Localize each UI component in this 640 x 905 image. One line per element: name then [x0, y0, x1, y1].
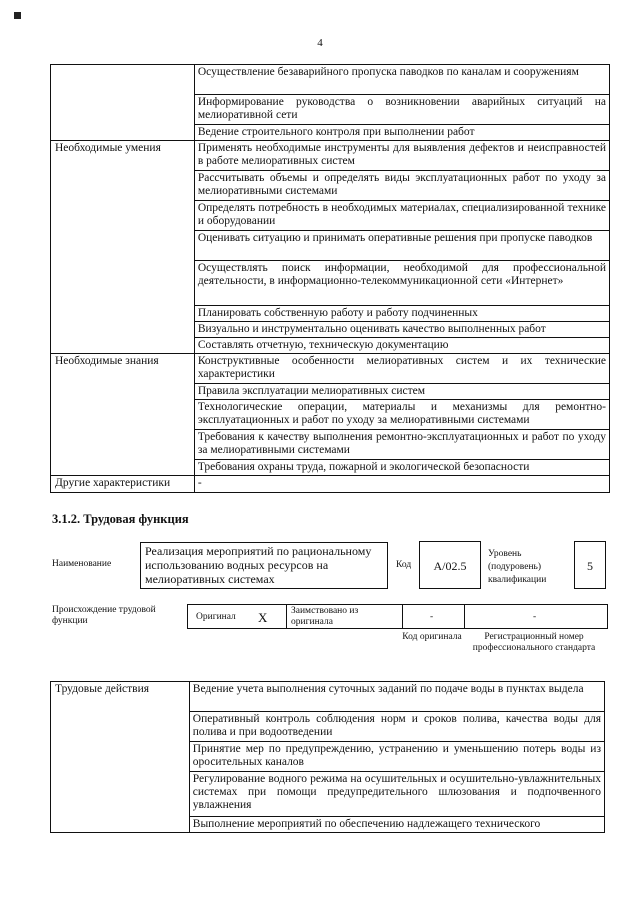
table-row — [51, 476, 610, 493]
origin-label: Происхождение трудовой функции — [52, 605, 156, 626]
original-label: Оригинал — [196, 612, 236, 622]
corner-mark — [14, 12, 21, 19]
table-cell: Требования к качеству выполнения ремонтно-эксплуатационных и работ по уходу за мелиоративными системами — [194, 430, 609, 460]
table-cell: Ведение учета выполнения суточных заданий по подаче воды в пунктах выдела — [189, 682, 604, 712]
other-label: Другие характеристики — [51, 476, 195, 493]
page-number: 4 — [317, 37, 323, 49]
table-cell: Конструктивные особенности мелиоративных систем и их технические характеристики — [194, 354, 609, 384]
table-cell: Выполнение мероприятий по обеспечению надлежащего технического — [189, 817, 604, 833]
table-row — [51, 141, 610, 171]
level-value-box: 5 — [574, 541, 606, 589]
competency-table — [50, 64, 610, 493]
skills-label: Необходимые умения — [51, 141, 195, 354]
divider — [286, 605, 287, 628]
code-label: Код — [396, 560, 412, 570]
dash-reg: - — [533, 612, 537, 622]
table-row — [51, 65, 610, 95]
table-row — [51, 682, 605, 712]
table-cell: Информирование руководства о возникновении аварийных ситуаций на мелиоративной сети — [194, 95, 609, 125]
name-label: Наименование — [52, 559, 112, 569]
table-cell: Рассчитывать объемы и определять виды эксплуатационных работ по уходу за мелиоративными системами — [194, 171, 609, 201]
table-cell: - — [194, 476, 609, 493]
reg-number-caption: Регистрационный номер профессионального стандарта — [472, 632, 596, 653]
original-mark: X — [258, 610, 268, 625]
table-cell: Планировать собственную работу и работу подчиненных — [194, 306, 609, 322]
level-label: Уровень (подуровень) квалификации — [488, 549, 547, 585]
table-cell: Технологические операции, материалы и механизмы для ремонтно-эксплуатационных и работ по уходу за мелиоративными системами — [194, 400, 609, 430]
code-value-box: A/02.5 — [419, 541, 481, 589]
code-original-caption: Код оригинала — [402, 632, 462, 642]
dash-code: - — [430, 612, 434, 622]
table-cell: Оперативный контроль соблюдения норм и сроков полива, качества воды для полива и при водоотведении — [189, 712, 604, 742]
borrowed-label: Заимствовано из оригинала — [291, 606, 359, 627]
table-cell: Регулирование водного режима на осушительных и осушительно-увлажнительных системах при помощи предупредительного шлюзования и подпочвенного увлажнения — [189, 772, 604, 817]
divider — [402, 605, 403, 628]
table-cell: Составлять отчетную, техническую документацию — [194, 338, 609, 354]
table-cell: Принятие мер по предупреждению, устранению и уменьшению потерь воды из оросительных каналов — [189, 742, 604, 772]
work-actions-label: Трудовые действия — [51, 682, 190, 833]
divider — [464, 605, 465, 628]
table-cell: Требования охраны труда, пожарной и экологической безопасности — [194, 460, 609, 476]
table-cell: Осуществлять поиск информации, необходимой для профессиональной деятельности, в информационно-телекоммуникационной сети «Интернет» — [194, 261, 609, 306]
table-cell: Ведение строительного контроля при выполнении работ — [194, 125, 609, 141]
origin-table — [187, 604, 608, 629]
table-cell: Правила эксплуатации мелиоративных систем — [194, 384, 609, 400]
table-cell: Оценивать ситуацию и принимать оперативные решения при пропуске паводков — [194, 231, 609, 261]
table-cell: Определять потребность в необходимых материалах, специализированной технике и оборудовании — [194, 201, 609, 231]
table-cell: Осуществление безаварийного пропуска паводков по каналам и сооружениям — [194, 65, 609, 95]
row-label — [51, 65, 195, 141]
work-actions-table — [50, 681, 605, 833]
table-row — [51, 354, 610, 384]
table-cell: Применять необходимые инструменты для выявления дефектов и неисправностей в работе мелиоративных систем — [194, 141, 609, 171]
section-heading: 3.1.2. Трудовая функция — [52, 512, 189, 526]
knowledge-label: Необходимые знания — [51, 354, 195, 476]
function-name-box: Реализация мероприятий по рациональному использованию водных ресурсов на мелиоративных системах — [140, 542, 388, 589]
table-cell: Визуально и инструментально оценивать качество выполненных работ — [194, 322, 609, 338]
